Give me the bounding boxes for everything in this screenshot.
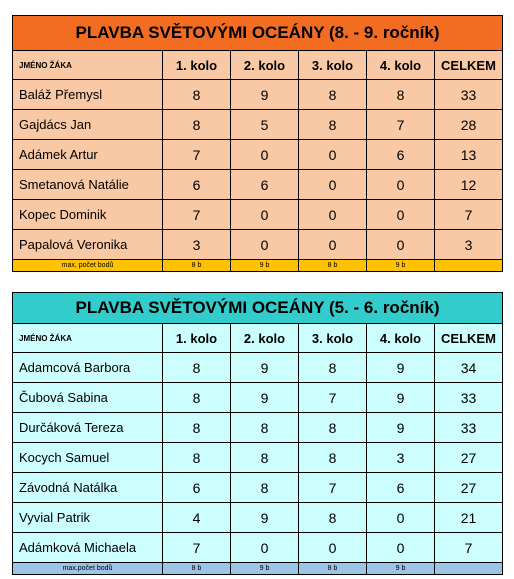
score-round-3: 8: [299, 443, 367, 473]
table-title-row: [13, 293, 503, 324]
score-round-1: 6: [163, 170, 231, 200]
table-row: [13, 503, 503, 533]
header-round-4: 4. kolo: [367, 51, 435, 80]
header-round-4: 4. kolo: [367, 324, 435, 353]
score-total: 28: [435, 110, 503, 140]
table-title: PLAVBA SVĚTOVÝMI OCEÁNY (8. - 9. ročník): [13, 16, 503, 51]
score-round-4: 9: [367, 383, 435, 413]
header-total: CELKEM: [435, 324, 503, 353]
header-name: JMÉNO ŽÁKA: [13, 324, 163, 353]
max-points-row: [13, 260, 503, 272]
header-round-2: 2. kolo: [231, 51, 299, 80]
score-round-4: 0: [367, 170, 435, 200]
score-round-3: 7: [299, 473, 367, 503]
header-round-3: 3. kolo: [299, 51, 367, 80]
score-round-4: 3: [367, 443, 435, 473]
score-round-3: 8: [299, 110, 367, 140]
score-total: 21: [435, 503, 503, 533]
max-points-round-1: 8 b: [163, 260, 231, 272]
score-round-2: 9: [231, 353, 299, 383]
score-round-3: 0: [299, 533, 367, 563]
table-row: [13, 383, 503, 413]
header-round-1: 1. kolo: [163, 324, 231, 353]
score-round-1: 3: [163, 230, 231, 260]
header-round-1: 1. kolo: [163, 51, 231, 80]
max-points-round-4: 9 b: [367, 260, 435, 272]
score-round-4: 9: [367, 413, 435, 443]
score-total: 33: [435, 383, 503, 413]
table-title: PLAVBA SVĚTOVÝMI OCEÁNY (5. - 6. ročník): [13, 293, 503, 324]
score-total: 33: [435, 80, 503, 110]
student-name: Smetanová Natálie: [13, 170, 163, 200]
score-round-2: 6: [231, 170, 299, 200]
table-row: [13, 413, 503, 443]
score-total: 27: [435, 473, 503, 503]
score-round-3: 0: [299, 170, 367, 200]
score-round-1: 8: [163, 80, 231, 110]
max-points-round-1: 8 b: [163, 563, 231, 575]
header-round-3: 3. kolo: [299, 324, 367, 353]
score-round-4: 0: [367, 230, 435, 260]
table-row: [13, 473, 503, 503]
score-total: 7: [435, 533, 503, 563]
student-name: Papalová Veronika: [13, 230, 163, 260]
score-round-3: 8: [299, 353, 367, 383]
student-name: Kopec Dominik: [13, 200, 163, 230]
score-round-3: 7: [299, 383, 367, 413]
score-round-2: 9: [231, 80, 299, 110]
results-table-5-6: [12, 292, 503, 575]
student-name: Závodná Natálka: [13, 473, 163, 503]
score-round-2: 0: [231, 230, 299, 260]
score-round-4: 6: [367, 473, 435, 503]
score-round-1: 8: [163, 110, 231, 140]
header-row: [13, 324, 503, 353]
score-round-2: 0: [231, 533, 299, 563]
score-round-1: 8: [163, 413, 231, 443]
score-round-4: 0: [367, 503, 435, 533]
score-round-1: 7: [163, 200, 231, 230]
score-round-4: 0: [367, 533, 435, 563]
table-row: [13, 200, 503, 230]
score-round-4: 0: [367, 200, 435, 230]
header-total: CELKEM: [435, 51, 503, 80]
max-points-label: max. počet bodů: [13, 260, 163, 272]
score-total: 3: [435, 230, 503, 260]
header-name: JMÉNO ŽÁKA: [13, 51, 163, 80]
score-round-2: 9: [231, 503, 299, 533]
table-title-row: [13, 16, 503, 51]
score-round-1: 8: [163, 443, 231, 473]
score-round-2: 8: [231, 443, 299, 473]
table-row: [13, 353, 503, 383]
score-round-3: 0: [299, 200, 367, 230]
max-points-label: max.počet bodů: [13, 563, 163, 575]
table-row: [13, 170, 503, 200]
score-round-1: 8: [163, 383, 231, 413]
max-points-round-2: 9 b: [231, 563, 299, 575]
score-round-2: 0: [231, 140, 299, 170]
score-round-3: 8: [299, 413, 367, 443]
score-round-1: 7: [163, 140, 231, 170]
table-row: [13, 533, 503, 563]
score-total: 13: [435, 140, 503, 170]
score-total: 27: [435, 443, 503, 473]
student-name: Gajdács Jan: [13, 110, 163, 140]
score-round-1: 6: [163, 473, 231, 503]
student-name: Kocych Samuel: [13, 443, 163, 473]
score-round-2: 9: [231, 383, 299, 413]
header-row: [13, 51, 503, 80]
results-table-8-9: [12, 15, 503, 272]
score-round-2: 8: [231, 473, 299, 503]
score-round-3: 8: [299, 503, 367, 533]
student-name: Durčáková Tereza: [13, 413, 163, 443]
table-row: [13, 443, 503, 473]
max-points-total: [435, 563, 503, 575]
max-points-round-2: 9 b: [231, 260, 299, 272]
score-round-2: 0: [231, 200, 299, 230]
student-name: Adámek Artur: [13, 140, 163, 170]
max-points-total: [435, 260, 503, 272]
score-total: 12: [435, 170, 503, 200]
table-row: [13, 230, 503, 260]
score-round-4: 9: [367, 353, 435, 383]
score-round-4: 8: [367, 80, 435, 110]
score-round-4: 7: [367, 110, 435, 140]
max-points-row: [13, 563, 503, 575]
score-round-1: 7: [163, 533, 231, 563]
student-name: Čubová Sabina: [13, 383, 163, 413]
max-points-round-3: 8 b: [299, 260, 367, 272]
score-round-3: 0: [299, 140, 367, 170]
table-row: [13, 110, 503, 140]
score-total: 7: [435, 200, 503, 230]
max-points-round-3: 8 b: [299, 563, 367, 575]
header-round-2: 2. kolo: [231, 324, 299, 353]
score-round-4: 6: [367, 140, 435, 170]
student-name: Baláž Přemysl: [13, 80, 163, 110]
student-name: Adámková Michaela: [13, 533, 163, 563]
score-round-1: 8: [163, 353, 231, 383]
score-total: 33: [435, 413, 503, 443]
student-name: Vyvial Patrik: [13, 503, 163, 533]
score-round-3: 0: [299, 230, 367, 260]
score-round-2: 8: [231, 413, 299, 443]
score-total: 34: [435, 353, 503, 383]
student-name: Adamcová Barbora: [13, 353, 163, 383]
score-round-2: 5: [231, 110, 299, 140]
max-points-round-4: 9 b: [367, 563, 435, 575]
score-round-1: 4: [163, 503, 231, 533]
score-round-3: 8: [299, 80, 367, 110]
table-row: [13, 80, 503, 110]
table-row: [13, 140, 503, 170]
